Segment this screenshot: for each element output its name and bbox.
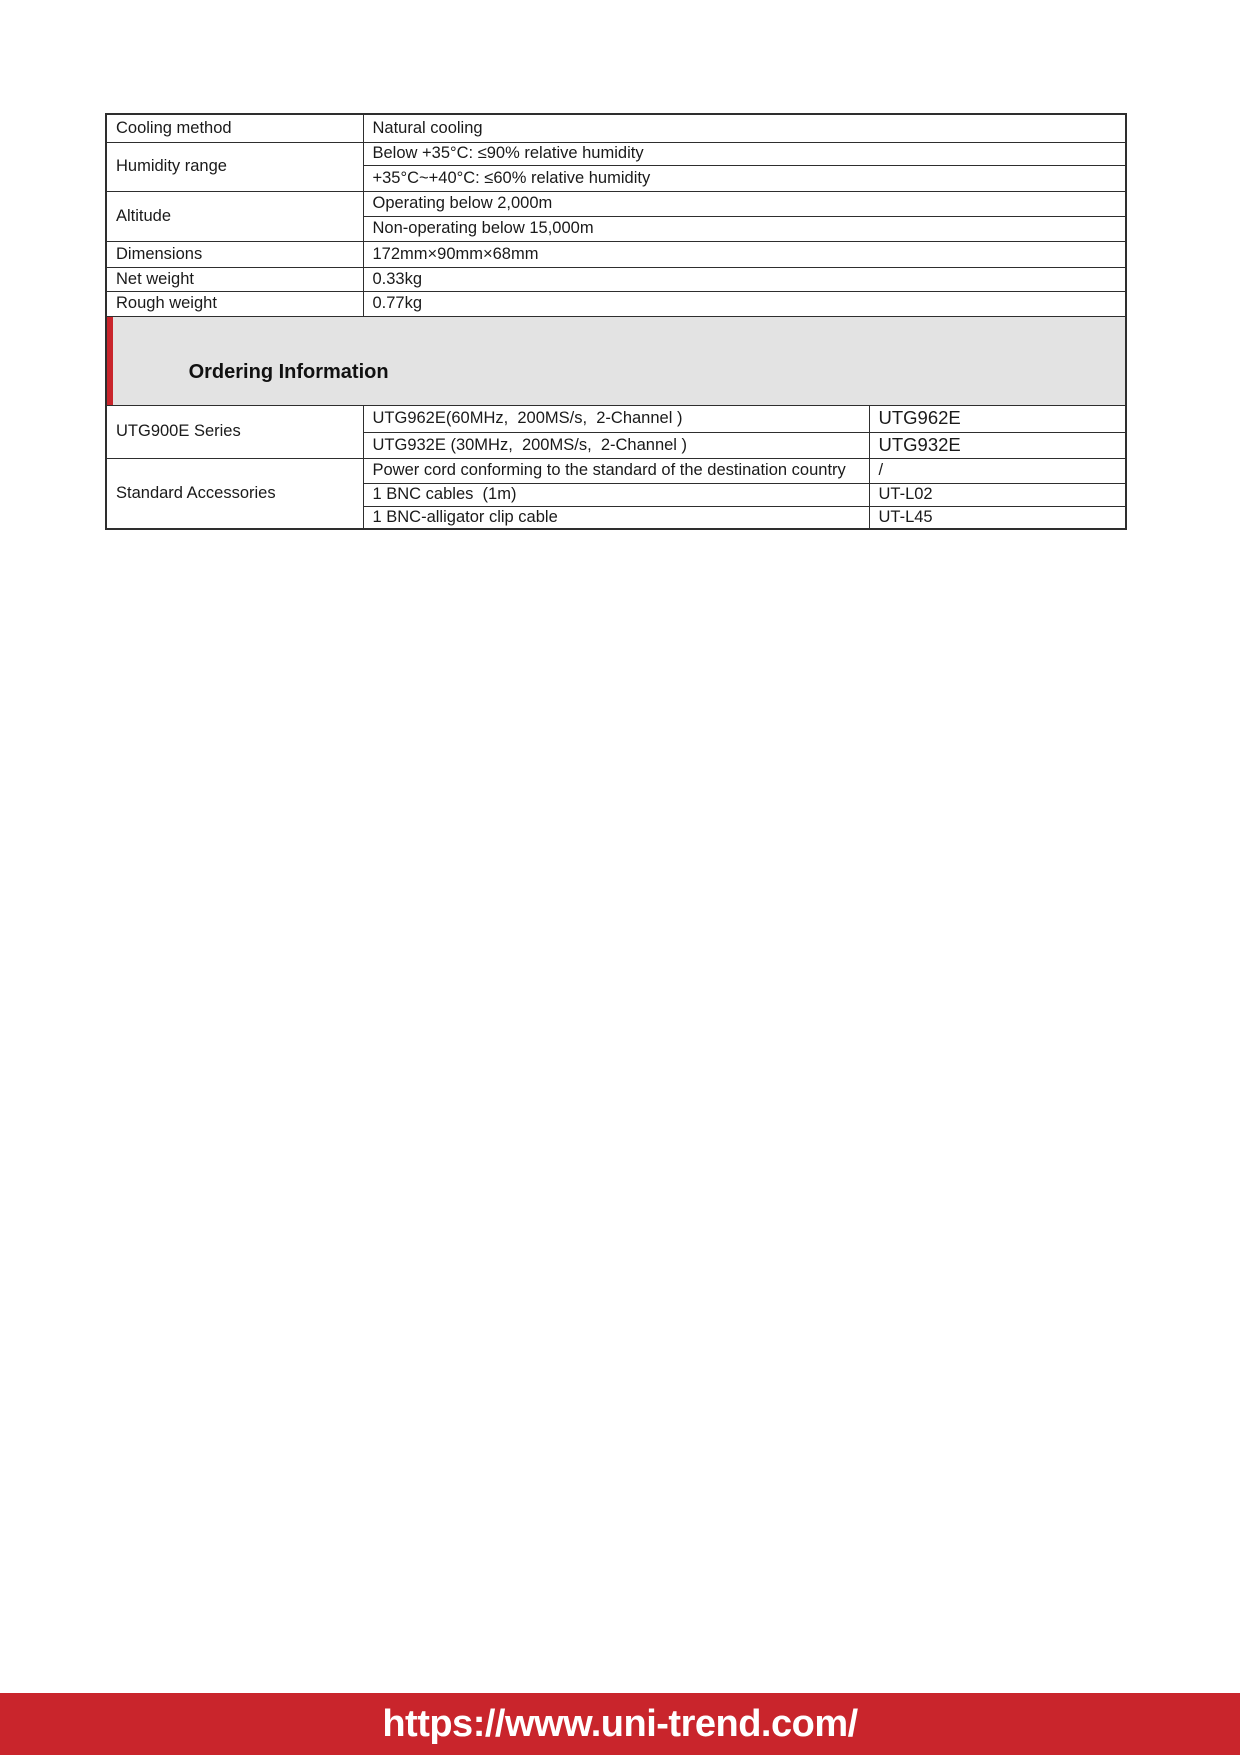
ordering-model-utg932e: UTG932E <box>869 432 1126 458</box>
ordering-desc-bnc-cables: 1 BNC cables (1m) <box>363 483 869 506</box>
table-row <box>106 241 1126 267</box>
spec-value-net-weight: 0.33kg <box>363 267 1126 291</box>
spec-label-cooling-method: Cooling method <box>106 114 363 142</box>
ordering-model-power-cord: / <box>869 458 1126 483</box>
spec-value-humidity-2: +35°C~+40°C: ≤60% relative humidity <box>363 165 1126 191</box>
spec-value-cooling-method: Natural cooling <box>363 114 1126 142</box>
ordering-model-utg962e: UTG962E <box>869 405 1126 432</box>
spec-value-humidity-1: Below +35°C: ≤90% relative humidity <box>363 142 1126 165</box>
table-row <box>106 291 1126 316</box>
ordering-label-utg900e-series: UTG900E Series <box>106 405 363 458</box>
website-url-link[interactable]: https://www.uni-trend.com/ <box>382 1702 858 1745</box>
specifications-table <box>105 113 1127 530</box>
red-accent-bar <box>107 317 113 405</box>
footer-banner <box>0 1693 1240 1755</box>
spec-value-rough-weight: 0.77kg <box>363 291 1126 316</box>
ordering-label-standard-accessories: Standard Accessories <box>106 458 363 529</box>
ordering-desc-bnc-alligator: 1 BNC-alligator clip cable <box>363 506 869 529</box>
table-row <box>106 142 1126 165</box>
ordering-desc-power-cord: Power cord conforming to the standard of the destination country <box>363 458 869 483</box>
ordering-desc-utg932e: UTG932E (30MHz, 200MS/s, 2-Channel ) <box>363 432 869 458</box>
spec-label-net-weight: Net weight <box>106 267 363 291</box>
table-row <box>106 114 1126 142</box>
spec-label-altitude: Altitude <box>106 191 363 241</box>
spec-value-altitude-2: Non-operating below 15,000m <box>363 216 1126 241</box>
ordering-model-bnc-alligator: UT-L45 <box>869 506 1126 529</box>
ordering-desc-utg962e: UTG962E(60MHz, 200MS/s, 2-Channel ) <box>363 405 869 432</box>
spec-label-dimensions: Dimensions <box>106 241 363 267</box>
ordering-model-bnc-cables: UT-L02 <box>869 483 1126 506</box>
table-row <box>106 267 1126 291</box>
spec-value-altitude-1: Operating below 2,000m <box>363 191 1126 216</box>
table-row <box>106 405 1126 432</box>
table-row <box>106 458 1126 483</box>
ordering-information-header-row <box>106 316 1126 405</box>
spec-label-humidity-range: Humidity range <box>106 142 363 191</box>
table-row <box>106 191 1126 216</box>
section-title: Ordering Information <box>188 360 389 383</box>
ordering-information-header-cell <box>106 316 1126 405</box>
spec-value-dimensions: 172mm×90mm×68mm <box>363 241 1126 267</box>
spec-label-rough-weight: Rough weight <box>106 291 363 316</box>
